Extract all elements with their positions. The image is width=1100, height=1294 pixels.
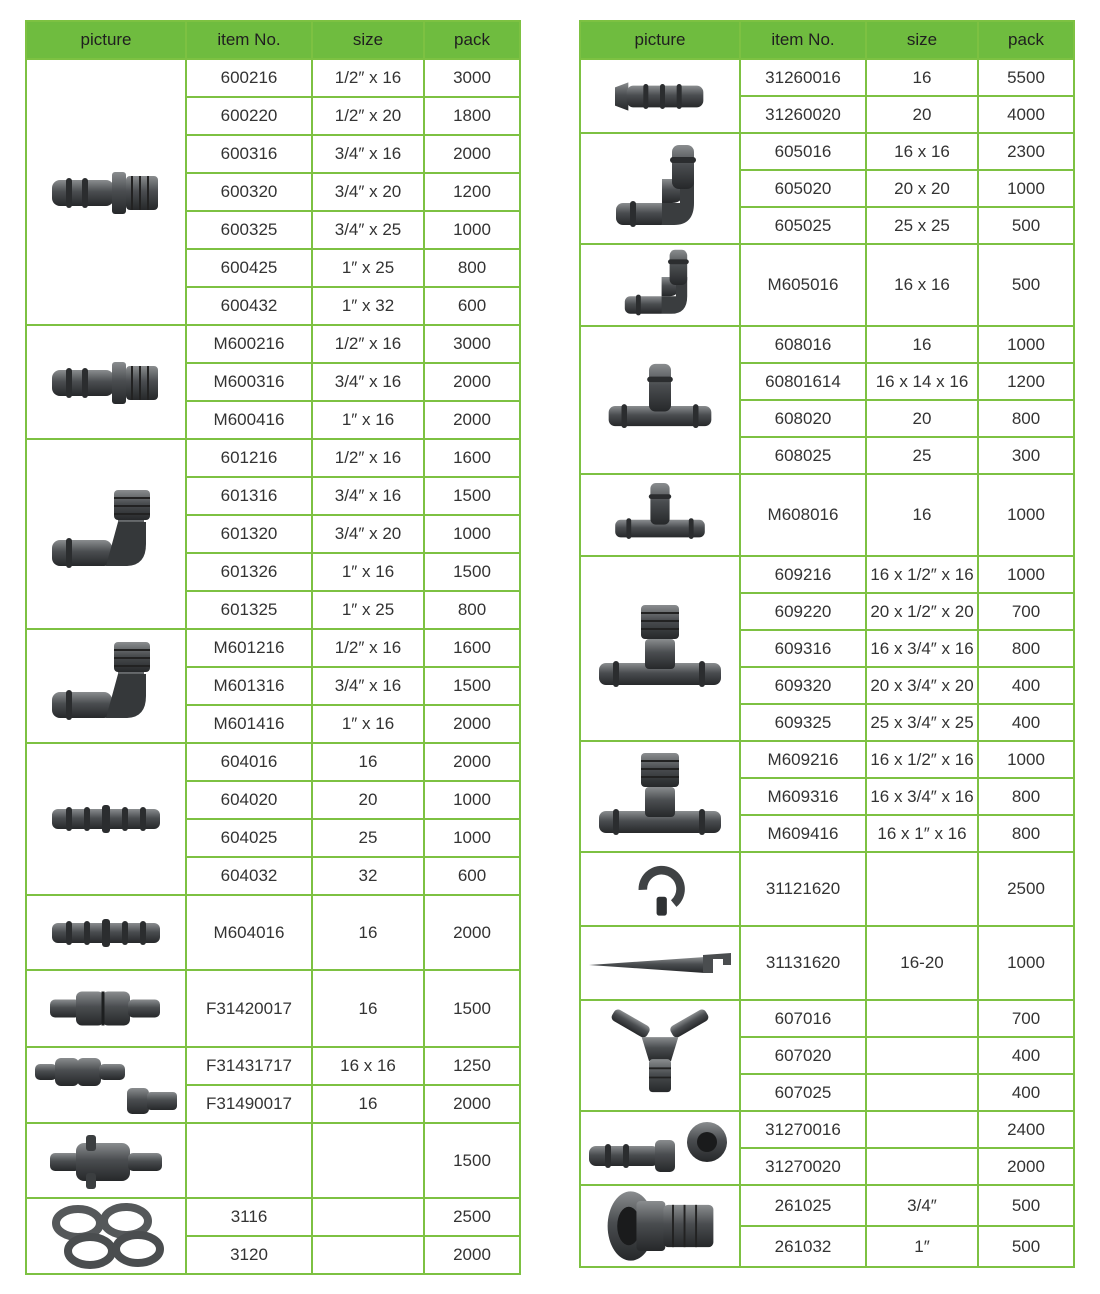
pack-cell: 800 — [424, 591, 520, 629]
size-cell — [312, 1123, 424, 1198]
item-number-cell: 605025 — [740, 207, 866, 244]
table-row — [26, 325, 520, 363]
product-picture-cell — [580, 1111, 740, 1185]
size-cell — [312, 1236, 424, 1274]
size-cell: 1/2″ x 16 — [312, 439, 424, 477]
header-item-no: item No. — [186, 21, 312, 59]
size-cell: 16 — [312, 1085, 424, 1123]
header-pack: pack — [424, 21, 520, 59]
item-number-cell: 605016 — [740, 133, 866, 170]
item-number-cell: 31260016 — [740, 59, 866, 96]
size-cell: 3/4″ x 16 — [312, 477, 424, 515]
pack-cell: 2000 — [424, 705, 520, 743]
pack-cell: 1000 — [978, 741, 1074, 778]
product-picture-cell — [26, 1198, 186, 1274]
item-number-cell: 609325 — [740, 704, 866, 741]
table-row — [26, 895, 520, 970]
pack-cell: 1500 — [424, 667, 520, 705]
item-number-cell: 604025 — [186, 819, 312, 857]
barbed-tee-icon — [610, 475, 710, 555]
item-number-cell: 608016 — [740, 326, 866, 363]
item-number-cell: M604016 — [186, 895, 312, 970]
product-picture-cell — [580, 133, 740, 244]
size-cell: 1″ — [866, 1226, 978, 1267]
threaded-male-adapter-icon — [46, 157, 166, 227]
size-cell: 16 x 14 x 16 — [866, 363, 978, 400]
size-cell: 1″ x 25 — [312, 591, 424, 629]
pack-cell: 1200 — [978, 363, 1074, 400]
item-number-cell: M601316 — [186, 667, 312, 705]
pack-cell: 800 — [424, 249, 520, 287]
table-row — [26, 1198, 520, 1236]
item-number-cell: 600216 — [186, 59, 312, 97]
barbed-tee-icon — [605, 353, 715, 448]
size-cell: 16 x 16 — [866, 133, 978, 170]
table-row — [580, 1185, 1074, 1226]
pack-cell: 1000 — [424, 515, 520, 553]
pack-cell: 2000 — [424, 743, 520, 781]
item-number-cell: 609316 — [740, 630, 866, 667]
table-row — [580, 326, 1074, 363]
size-cell: 3/4″ x 16 — [312, 135, 424, 173]
pack-cell: 400 — [978, 1037, 1074, 1074]
item-number-cell: 608020 — [740, 400, 866, 437]
size-cell: 1/2″ x 16 — [312, 629, 424, 667]
size-cell: 16 x 1″ x 16 — [866, 815, 978, 852]
item-number-cell: M601216 — [186, 629, 312, 667]
product-picture-cell — [580, 926, 740, 1000]
item-number-cell: M608016 — [740, 474, 866, 556]
item-number-cell: M600416 — [186, 401, 312, 439]
table-row — [580, 926, 1074, 1000]
pack-cell: 2300 — [978, 133, 1074, 170]
pack-cell: 1600 — [424, 629, 520, 667]
threaded-elbow-icon — [46, 479, 166, 589]
table-row — [580, 852, 1074, 926]
size-cell: 25 x 25 — [866, 207, 978, 244]
pack-cell: 300 — [978, 437, 1074, 474]
pack-cell: 1800 — [424, 97, 520, 135]
size-cell: 20 x 20 — [866, 170, 978, 207]
table-row — [26, 1047, 520, 1085]
item-number-cell: 261032 — [740, 1226, 866, 1267]
size-cell: 20 x 3/4″ x 20 — [866, 667, 978, 704]
pack-cell: 2000 — [424, 895, 520, 970]
item-number-cell: M600316 — [186, 363, 312, 401]
item-number-cell: 31121620 — [740, 852, 866, 926]
item-number-cell: 604020 — [186, 781, 312, 819]
pack-cell: 5500 — [978, 59, 1074, 96]
size-cell: 16 — [866, 59, 978, 96]
product-picture-cell — [580, 59, 740, 133]
item-number-cell: 60801614 — [740, 363, 866, 400]
product-picture-cell — [26, 1047, 186, 1123]
item-number-cell: F31420017 — [186, 970, 312, 1047]
size-cell: 1″ x 16 — [312, 553, 424, 591]
tank-adapter-icon — [598, 1186, 723, 1266]
item-number-cell: M609316 — [740, 778, 866, 815]
item-number-cell: 609216 — [740, 556, 866, 593]
pack-cell: 800 — [978, 630, 1074, 667]
pack-cell: 1000 — [978, 926, 1074, 1000]
item-number-cell: F31431717 — [186, 1047, 312, 1085]
item-number-cell: 261025 — [740, 1185, 866, 1226]
right-product-table — [579, 20, 1075, 1268]
item-number-cell: 3116 — [186, 1198, 312, 1236]
pack-cell: 400 — [978, 1074, 1074, 1111]
size-cell — [312, 1198, 424, 1236]
size-cell: 20 x 1/2″ x 20 — [866, 593, 978, 630]
table-row — [26, 970, 520, 1047]
item-number-cell: F31490017 — [186, 1085, 312, 1123]
table-row — [26, 59, 520, 97]
product-picture-cell — [26, 1123, 186, 1198]
size-cell: 16 x 1/2″ x 16 — [866, 556, 978, 593]
product-picture-cell — [580, 1000, 740, 1111]
product-picture-cell — [580, 244, 740, 326]
item-number-cell: M601416 — [186, 705, 312, 743]
item-number-cell: 601326 — [186, 553, 312, 591]
table-row — [26, 629, 520, 667]
table-row — [580, 556, 1074, 593]
pack-cell: 500 — [978, 1185, 1074, 1226]
pack-cell: 1200 — [424, 173, 520, 211]
pack-cell: 3000 — [424, 325, 520, 363]
product-picture-cell — [26, 59, 186, 325]
size-cell — [866, 1037, 978, 1074]
item-number-cell — [186, 1123, 312, 1198]
size-cell: 1/2″ x 16 — [312, 59, 424, 97]
pack-cell: 2500 — [978, 852, 1074, 926]
product-picture-cell — [26, 970, 186, 1047]
item-number-cell: M609216 — [740, 741, 866, 778]
product-picture-cell — [26, 439, 186, 629]
size-cell — [866, 1074, 978, 1111]
product-picture-cell — [26, 743, 186, 895]
item-number-cell: 600325 — [186, 211, 312, 249]
pack-cell: 600 — [424, 857, 520, 895]
pack-cell: 2000 — [424, 363, 520, 401]
table-row — [580, 1000, 1074, 1037]
item-number-cell: 601325 — [186, 591, 312, 629]
table-row — [580, 59, 1074, 96]
left-product-table — [25, 20, 521, 1275]
size-cell: 3/4″ x 16 — [312, 363, 424, 401]
size-cell: 16 x 1/2″ x 16 — [866, 741, 978, 778]
size-cell: 3/4″ x 25 — [312, 211, 424, 249]
size-cell: 20 — [866, 96, 978, 133]
size-cell: 16-20 — [866, 926, 978, 1000]
size-cell: 16 — [312, 743, 424, 781]
grommet-start-connector-icon — [585, 1118, 735, 1178]
item-number-cell: 608025 — [740, 437, 866, 474]
barbed-elbow-icon — [620, 245, 700, 325]
pack-cell: 1000 — [424, 819, 520, 857]
pack-cell: 700 — [978, 1000, 1074, 1037]
pack-cell: 2000 — [424, 135, 520, 173]
barbed-elbow-icon — [610, 139, 710, 239]
table-row — [580, 741, 1074, 778]
y-connector-icon — [605, 1008, 715, 1103]
pack-cell: 1500 — [424, 970, 520, 1047]
item-number-cell: 600432 — [186, 287, 312, 325]
threaded-male-adapter-icon — [46, 347, 166, 417]
valve-coupling-icon — [46, 1131, 166, 1191]
size-cell: 25 — [866, 437, 978, 474]
size-cell: 16 x 3/4″ x 16 — [866, 778, 978, 815]
size-cell: 16 x 16 — [866, 244, 978, 326]
header-size: size — [312, 21, 424, 59]
pack-cell: 600 — [424, 287, 520, 325]
pack-cell: 2500 — [424, 1198, 520, 1236]
end-plug-icon — [610, 74, 710, 119]
size-cell — [866, 1000, 978, 1037]
size-cell: 16 x 3/4″ x 16 — [866, 630, 978, 667]
item-number-cell: M605016 — [740, 244, 866, 326]
straight-coupling-icon — [46, 913, 166, 953]
straight-coupling-icon — [46, 799, 166, 839]
item-number-cell: 604016 — [186, 743, 312, 781]
size-cell: 1″ x 16 — [312, 401, 424, 439]
header-picture: picture — [26, 21, 186, 59]
pack-cell: 2000 — [424, 401, 520, 439]
size-cell: 16 — [866, 474, 978, 556]
header-row — [580, 21, 1074, 59]
pack-cell: 1250 — [424, 1047, 520, 1085]
pack-cell: 500 — [978, 207, 1074, 244]
item-number-cell: 605020 — [740, 170, 866, 207]
item-number-cell: 607025 — [740, 1074, 866, 1111]
ground-stake-icon — [585, 943, 735, 983]
pack-cell: 1500 — [424, 553, 520, 591]
item-number-cell: 607016 — [740, 1000, 866, 1037]
item-number-cell: 600320 — [186, 173, 312, 211]
pack-cell: 1000 — [424, 781, 520, 819]
table-row — [26, 743, 520, 781]
size-cell: 16 x 16 — [312, 1047, 424, 1085]
item-number-cell: 601320 — [186, 515, 312, 553]
product-picture-cell — [580, 741, 740, 852]
product-picture-cell — [26, 629, 186, 743]
pack-cell: 3000 — [424, 59, 520, 97]
threaded-tee-icon — [595, 599, 725, 699]
item-number-cell: 31131620 — [740, 926, 866, 1000]
product-picture-cell — [580, 326, 740, 474]
lock-coupling-set-icon — [31, 1050, 181, 1120]
item-number-cell: 601216 — [186, 439, 312, 477]
pack-cell: 1000 — [978, 556, 1074, 593]
item-number-cell: 604032 — [186, 857, 312, 895]
size-cell: 16 — [312, 970, 424, 1047]
pack-cell: 1600 — [424, 439, 520, 477]
pack-cell: 500 — [978, 1226, 1074, 1267]
pack-cell: 800 — [978, 400, 1074, 437]
header-picture: picture — [580, 21, 740, 59]
size-cell: 3/4″ x 16 — [312, 667, 424, 705]
ring-clamp-icon — [46, 1201, 166, 1271]
product-picture-cell — [580, 852, 740, 926]
pack-cell: 2000 — [424, 1085, 520, 1123]
size-cell: 20 — [866, 400, 978, 437]
pack-cell: 2000 — [424, 1236, 520, 1274]
item-number-cell: 3120 — [186, 1236, 312, 1274]
size-cell: 16 — [866, 326, 978, 363]
pack-cell: 1000 — [978, 170, 1074, 207]
pack-cell: 1000 — [424, 211, 520, 249]
product-picture-cell — [26, 325, 186, 439]
item-number-cell: M609416 — [740, 815, 866, 852]
table-row — [580, 133, 1074, 170]
table-row — [580, 244, 1074, 326]
pack-cell: 400 — [978, 667, 1074, 704]
product-picture-cell — [26, 895, 186, 970]
size-cell: 32 — [312, 857, 424, 895]
pipe-clip-icon — [625, 859, 695, 919]
pack-cell: 500 — [978, 244, 1074, 326]
header-row — [26, 21, 520, 59]
pack-cell: 700 — [978, 593, 1074, 630]
product-picture-cell — [580, 474, 740, 556]
size-cell: 25 — [312, 819, 424, 857]
size-cell: 3/4″ — [866, 1185, 978, 1226]
pack-cell: 400 — [978, 704, 1074, 741]
lock-coupling-icon — [46, 981, 166, 1036]
size-cell: 1″ x 16 — [312, 705, 424, 743]
item-number-cell: 31260020 — [740, 96, 866, 133]
item-number-cell: 600425 — [186, 249, 312, 287]
item-number-cell: 609220 — [740, 593, 866, 630]
pack-cell: 2000 — [978, 1148, 1074, 1185]
pack-cell: 1000 — [978, 474, 1074, 556]
threaded-elbow-icon — [46, 631, 166, 741]
size-cell: 3/4″ x 20 — [312, 515, 424, 553]
product-picture-cell — [580, 1185, 740, 1267]
size-cell: 1″ x 32 — [312, 287, 424, 325]
header-size: size — [866, 21, 978, 59]
pack-cell: 1000 — [978, 326, 1074, 363]
size-cell — [866, 852, 978, 926]
size-cell: 16 — [312, 895, 424, 970]
size-cell: 1/2″ x 20 — [312, 97, 424, 135]
table-row — [26, 439, 520, 477]
pack-cell: 2400 — [978, 1111, 1074, 1148]
table-row — [26, 1123, 520, 1198]
size-cell: 1/2″ x 16 — [312, 325, 424, 363]
item-number-cell: 601316 — [186, 477, 312, 515]
table-row — [580, 474, 1074, 556]
pack-cell: 1500 — [424, 477, 520, 515]
product-picture-cell — [580, 556, 740, 741]
size-cell — [866, 1148, 978, 1185]
header-pack: pack — [978, 21, 1074, 59]
size-cell: 3/4″ x 20 — [312, 173, 424, 211]
item-number-cell: 600220 — [186, 97, 312, 135]
size-cell — [866, 1111, 978, 1148]
item-number-cell: M600216 — [186, 325, 312, 363]
header-item-no: item No. — [740, 21, 866, 59]
size-cell: 20 — [312, 781, 424, 819]
item-number-cell: 607020 — [740, 1037, 866, 1074]
threaded-tee-icon — [595, 747, 725, 847]
pack-cell: 4000 — [978, 96, 1074, 133]
item-number-cell: 609320 — [740, 667, 866, 704]
size-cell: 25 x 3/4″ x 25 — [866, 704, 978, 741]
item-number-cell: 600316 — [186, 135, 312, 173]
table-row — [580, 1111, 1074, 1148]
pack-cell: 800 — [978, 778, 1074, 815]
size-cell: 1″ x 25 — [312, 249, 424, 287]
pack-cell: 800 — [978, 815, 1074, 852]
item-number-cell: 31270020 — [740, 1148, 866, 1185]
pack-cell: 1500 — [424, 1123, 520, 1198]
item-number-cell: 31270016 — [740, 1111, 866, 1148]
